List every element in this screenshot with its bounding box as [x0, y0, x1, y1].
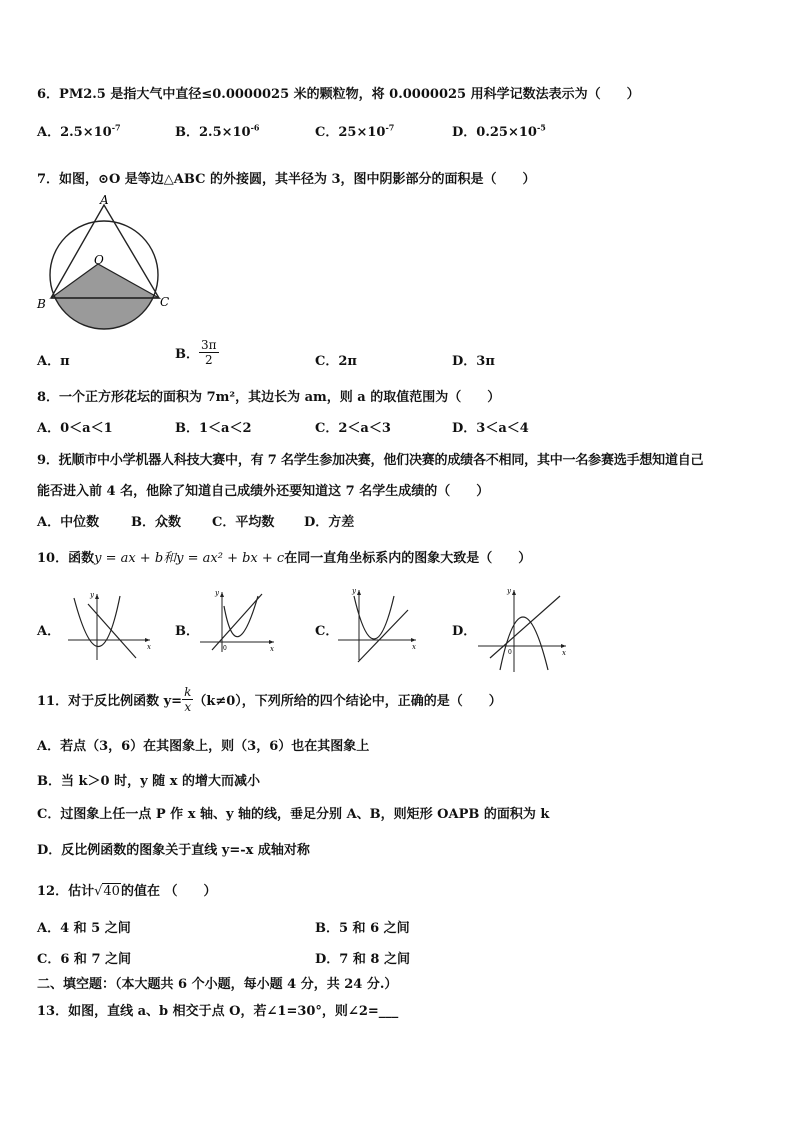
q12-option-a: A．4 和 5 之间 [37, 921, 131, 936]
q8-option-b: B．1＜a＜2 [175, 421, 252, 436]
q6-option-d: D．$0.25\times 10^{-5}$ [452, 122, 546, 140]
q7-label-b: B [37, 297, 46, 311]
q7-b-numerator: 3π [201, 338, 217, 352]
q7-option-c: C．2π [315, 354, 357, 369]
svg-text:0: 0 [223, 645, 227, 652]
q10-option-c-label: C． [315, 624, 339, 639]
q7-stem: 7．如图，⊙O 是等边△ABC 的外接圆，其半径为 3，图中阴影部分的面积是（ ） [37, 172, 536, 187]
q11-option-d: D．反比例函数的图象关于直线 y=-x 成轴对称 [37, 843, 310, 858]
q9-option-d: D．方差 [304, 515, 355, 530]
q9-stem-line2: 能否进入前 4 名，他除了知道自己成绩外还要知道这 7 名学生成绩的（ ） [37, 484, 490, 499]
q11-fraction: $\frac{k}{x}$ [184, 685, 192, 714]
q12-option-b: B．5 和 6 之间 [315, 921, 410, 936]
q10-c-parabola [354, 596, 394, 639]
q10-graph-a [64, 586, 154, 664]
q6-stem: 6．PM2.5 是指大气中直径≤0.0000025 米的颗粒物，将 0.0000025 用科学记数法表示为（ ） [37, 87, 640, 102]
q10-c-line [358, 610, 408, 662]
svg-text:x: x [412, 643, 416, 651]
q10-graph-c [336, 584, 420, 664]
q12-radicand: 40 [103, 884, 120, 899]
q10-stem: 10．函数y = ax + b和y = ax² + bx + c在同一直角坐标系内的图象大致是（ ） [37, 551, 532, 566]
svg-text:y: y [215, 589, 219, 597]
q10-graph-d [476, 584, 570, 676]
svg-text:0: 0 [508, 649, 512, 656]
svg-text:x: x [562, 649, 566, 657]
svg-text:x: x [270, 645, 274, 653]
q10-d-line [490, 596, 560, 658]
q7-b-denominator: 2 [204, 353, 213, 367]
q13-stem: 13．如图，直线 a、b 相交于点 O，若∠1=30°，则∠2=___ [37, 1004, 399, 1019]
svg-text:x: x [147, 643, 151, 651]
svg-text:y: y [90, 591, 94, 599]
q12-option-c: C．6 和 7 之间 [37, 952, 132, 967]
q9-stem-line1: 9．抚顺市中小学机器人科技大赛中，有 7 名学生参加决赛，他们决赛的成绩各不相同，其中一名参赛选手想知道自己 [37, 453, 704, 468]
q10-option-d-label: D． [452, 624, 477, 639]
q8-option-a: A．0＜a＜1 [37, 421, 113, 436]
q12-option-d: D．7 和 8 之间 [315, 952, 410, 967]
q6-option-a: A．$2.5\times 10^{-7}$ [37, 122, 121, 140]
q12-stem: 12．估计√40的值在 （ ） [37, 884, 217, 899]
q7-option-d: D．3π [452, 354, 495, 369]
q7-circle-figure [34, 192, 179, 340]
q12-sqrt-icon: √ [94, 884, 103, 899]
q7-option-b: B． $\frac{3\pi}{2}$ [175, 338, 217, 367]
q6-option-c: C．$25\times 10^{-7}$ [315, 122, 395, 140]
q9-option-b: B．众数 [131, 515, 181, 530]
svg-text:y: y [352, 587, 356, 595]
svg-text:y: y [507, 587, 511, 595]
q10-formula: y = ax + b和y = ax² + bx + c [94, 551, 285, 566]
q8-option-c: C．2＜a＜3 [315, 421, 391, 436]
q11-option-b: B．当 k＞0 时，y 随 x 的增大而减小 [37, 774, 260, 789]
q10-graph-b [198, 586, 278, 656]
q6-option-b: B．$2.5\times 10^{-6}$ [175, 122, 260, 140]
q11-stem: 11．对于反比例函数 y= $\frac{k}{x}$ （k≠0），下列所给的四个结论中，正确的是（ ） [37, 685, 502, 714]
q7-label-o: O [94, 253, 104, 267]
q9-option-c: C．平均数 [212, 515, 275, 530]
q11-option-a: A．若点（3，6）在其图象上，则（3，6）也在其图象上 [37, 739, 370, 754]
q8-option-d: D．3＜a＜4 [452, 421, 529, 436]
q10-option-a-label: A． [37, 624, 61, 639]
q7-label-a: A [100, 193, 109, 207]
q10-option-b-label: B． [175, 624, 199, 639]
q7-option-a: A．π [37, 354, 70, 369]
section-fill-in-heading: 二、填空题：（本大题共 6 个小题，每小题 4 分，共 24 分.） [37, 977, 398, 992]
q11-option-c: C．过图象上任一点 P 作 x 轴、y 轴的线，垂足分别 A、B，则矩形 OAPB 的面积为 k [37, 807, 550, 822]
q9-option-a: A．中位数 [37, 515, 100, 530]
q10-a-line [88, 604, 136, 658]
q7-label-c: C [160, 295, 170, 309]
q8-stem: 8．一个正方形花坛的面积为 7m²，其边长为 am，则 a 的取值范围为（ ） [37, 390, 501, 405]
